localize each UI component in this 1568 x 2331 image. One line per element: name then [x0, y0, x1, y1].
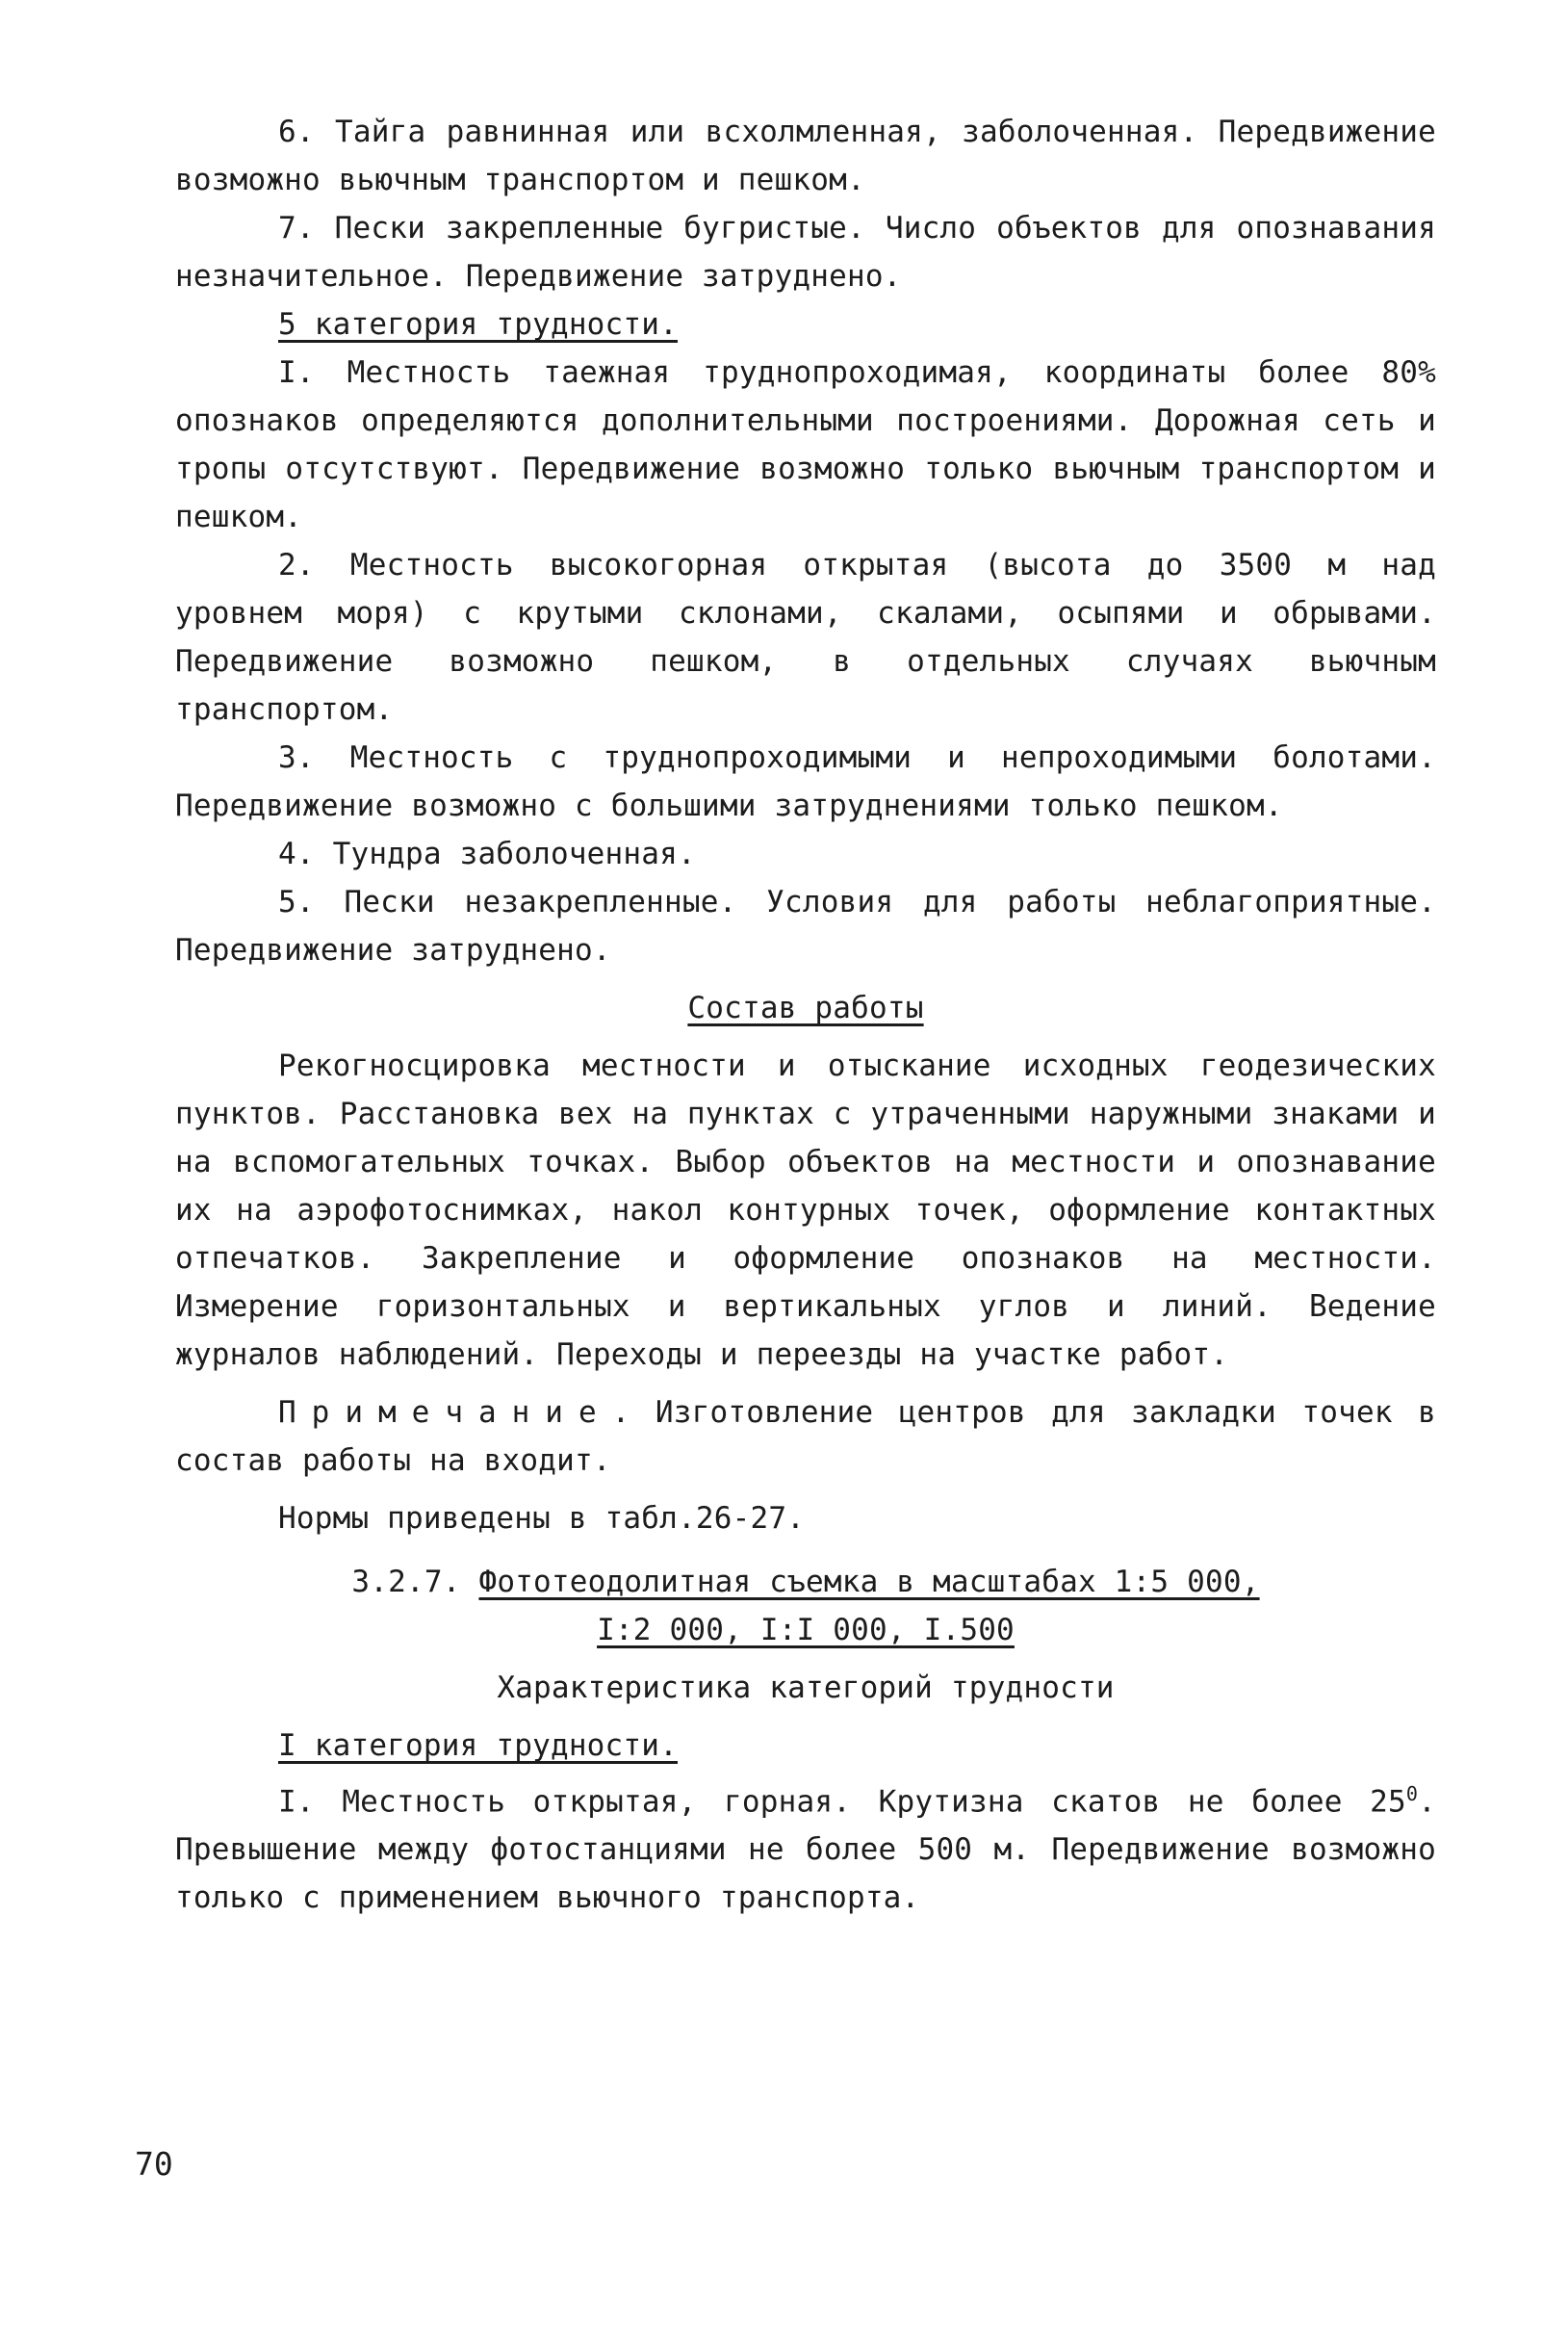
difficulty-characteristics-heading: Характеристика категорий трудности [497, 1671, 1115, 1705]
category-1-item-1-tail: . Превышение между фотостанциями не более 500 м. Передвижение возможно только с применением вьючного транспорта. [175, 1784, 1436, 1916]
norms-reference: Нормы приведены в табл.26-27. [278, 1501, 806, 1536]
category-1-heading [175, 1722, 1436, 1770]
work-composition-text: Рекогносцировка местности и отыскание исходных геодезических пунктов. Расстановка вех на пунктах с утраченными наружными знаками и на вспомогательных точках. Выбор объектов на местности и опознавание их на аэрофотоснимках, накол контурных точек, оформление контактных отпечатков. Закрепление и оформление опознаков на местности. Измерение горизонтальных и вертикальных углов и линий. Ведение журналов наблюдений. Переходы и переезды на участке работ. [175, 1049, 1436, 1372]
section-title-line-2 [175, 1606, 1436, 1654]
section-title-line-1 [175, 1558, 1436, 1606]
category-5-item-1: I. Местность таежная труднопроходимая, координаты более 80% опознаков определяются дополнительными построениями. Дорожная сеть и тропы отсутствуют. Передвижение возможно только вьючным транспортом и пешком. [175, 355, 1436, 534]
page-number: 70 [135, 2145, 173, 2183]
document-page [175, 108, 1436, 1922]
category-5-item-3: 3. Местность с труднопроходимыми и непроходимыми болотами. Передвижение возможно с большими затруднениями только пешком. [175, 740, 1436, 823]
section-title-text-1: Фототеодолитная съемка в масштабах 1:5 000, [478, 1565, 1260, 1599]
category-5-item-4: 4. Тундра заболоченная. [278, 837, 696, 871]
category-1-heading-text: I категория трудности. [278, 1728, 678, 1763]
category-1-item-1-text: I. Местность открытая, горная. Крутизна скатов не более 25 [278, 1784, 1406, 1820]
section-title-text-2: I:2 000, I:I 000, I.500 [597, 1613, 1015, 1647]
category-5-heading-text: 5 категория трудности. [278, 307, 678, 342]
degree-superscript: 0 [1405, 1782, 1419, 1805]
note-paragraph [175, 1388, 1436, 1485]
paragraph-item-7: 7. Пески закрепленные бугристые. Число объектов для опознавания незначительное. Передвижение затруднено. [175, 211, 1436, 294]
note-label: Примечание [278, 1395, 612, 1430]
work-composition-heading [175, 984, 1436, 1032]
paragraph-item-6: 6. Тайга равнинная или всхолмленная, заболоченная. Передвижение возможно вьючным транспортом и пешком. [175, 115, 1436, 197]
category-1-item-1 [175, 1770, 1436, 1922]
note-text: . Изготовление центров для закладки точек в состав работы на входит. [175, 1395, 1436, 1478]
category-5-item-2: 2. Местность высокогорная открытая (высота до 3500 м над уровнем моря) с крутыми склонами, скалами, осыпями и обрывами. Передвижение возможно пешком, в отдельных случаях вьючным транспортом. [175, 548, 1436, 727]
work-composition-heading-text: Состав работы [687, 991, 924, 1025]
category-5-heading [175, 300, 1436, 349]
category-5-item-5: 5. Пески незакрепленные. Условия для работы неблагоприятные. Передвижение затруднено. [175, 885, 1436, 968]
section-number: 3.2.7. [351, 1565, 461, 1599]
section-title [175, 1558, 1436, 1654]
